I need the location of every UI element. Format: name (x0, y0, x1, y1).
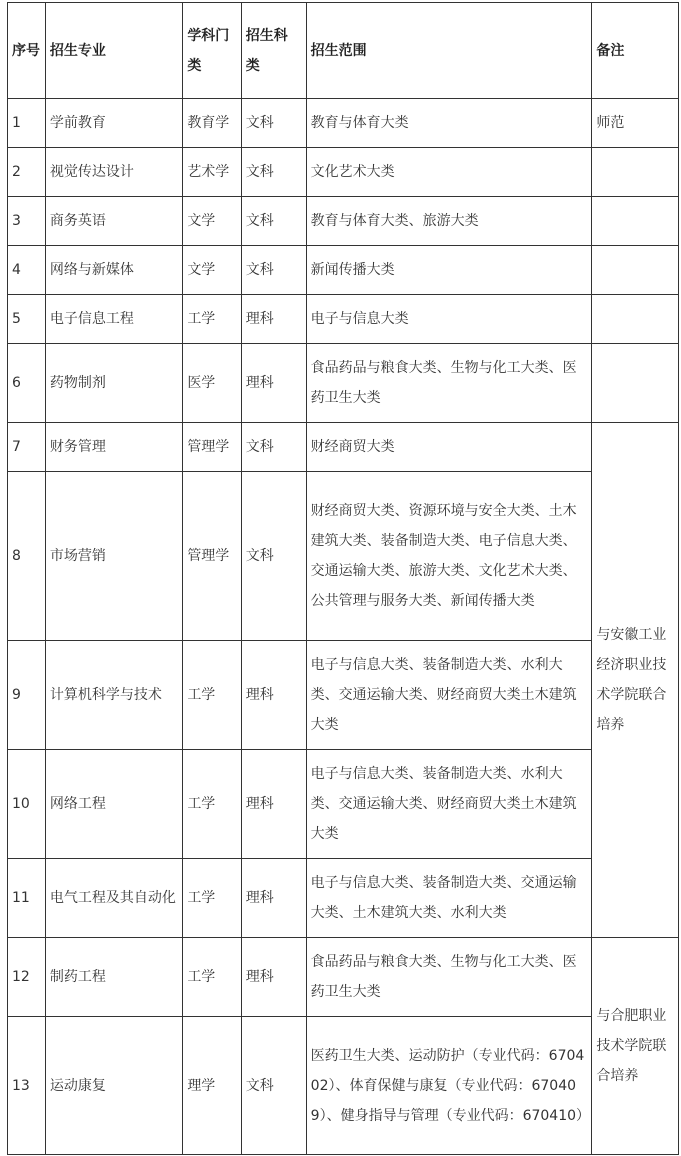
header-row (8, 3, 679, 99)
row-major: 制药工程 (45, 938, 182, 1017)
row-category: 文科 (241, 423, 306, 472)
row-major: 商务英语 (45, 197, 182, 246)
row-major: 视觉传达设计 (45, 148, 182, 197)
row-category: 理科 (241, 938, 306, 1017)
row-category: 文科 (241, 246, 306, 295)
row-major: 市场营销 (45, 472, 182, 641)
row-scope: 电子与信息大类、装备制造大类、交通运输大类、土木建筑大类、水利大类 (306, 859, 592, 938)
row-discipline: 理学 (183, 1017, 241, 1155)
row-no: 8 (8, 472, 46, 641)
row-note: 师范 (592, 99, 679, 148)
row-note-empty (592, 197, 679, 246)
row-no: 11 (8, 859, 46, 938)
row-note-empty (592, 148, 679, 197)
row-major: 网络工程 (45, 750, 182, 859)
row-scope: 文化艺术大类 (306, 148, 592, 197)
table-row (8, 472, 679, 641)
row-scope: 新闻传播大类 (306, 246, 592, 295)
row-major: 网络与新媒体 (45, 246, 182, 295)
admissions-table (7, 2, 679, 1155)
row-category: 理科 (241, 859, 306, 938)
table-row (8, 246, 679, 295)
row-category: 理科 (241, 641, 306, 750)
header-category: 招生科类 (241, 3, 306, 99)
row-discipline: 文学 (183, 197, 241, 246)
row-note-empty (592, 344, 679, 423)
header-no: 序号 (8, 3, 46, 99)
row-discipline: 工学 (183, 641, 241, 750)
row-major: 药物制剂 (45, 344, 182, 423)
table-row (8, 423, 679, 472)
table-row (8, 1017, 679, 1155)
row-scope: 教育与体育大类 (306, 99, 592, 148)
row-note-empty (592, 295, 679, 344)
row-major: 学前教育 (45, 99, 182, 148)
row-no: 4 (8, 246, 46, 295)
row-scope: 食品药品与粮食大类、生物与化工大类、医药卫生大类 (306, 938, 592, 1017)
row-major: 电气工程及其自动化 (45, 859, 182, 938)
row-no: 9 (8, 641, 46, 750)
row-no: 5 (8, 295, 46, 344)
row-discipline: 艺术学 (183, 148, 241, 197)
table-row (8, 641, 679, 750)
row-no: 3 (8, 197, 46, 246)
row-note-merged: 与安徽工业经济职业技术学院联合培养 (592, 423, 679, 938)
row-category: 理科 (241, 750, 306, 859)
row-no: 10 (8, 750, 46, 859)
row-no: 1 (8, 99, 46, 148)
row-scope: 食品药品与粮食大类、生物与化工大类、医药卫生大类 (306, 344, 592, 423)
row-scope: 医药卫生大类、运动防护（专业代码：670402）、体育保健与康复（专业代码：670409）、健身指导与管理（专业代码：670410） (306, 1017, 592, 1155)
row-major: 电子信息工程 (45, 295, 182, 344)
table-row (8, 197, 679, 246)
row-note-empty (592, 246, 679, 295)
header-discipline: 学科门类 (183, 3, 241, 99)
table-row (8, 148, 679, 197)
row-category: 文科 (241, 1017, 306, 1155)
row-scope: 电子与信息大类、装备制造大类、水利大类、交通运输大类、财经商贸大类土木建筑大类 (306, 641, 592, 750)
row-discipline: 工学 (183, 750, 241, 859)
row-scope: 财经商贸大类、资源环境与安全大类、土木建筑大类、装备制造大类、电子信息大类、交通运输大类、旅游大类、文化艺术大类、公共管理与服务大类、新闻传播大类 (306, 472, 592, 641)
row-note-merged: 与合肥职业技术学院联合培养 (592, 938, 679, 1155)
row-discipline: 工学 (183, 938, 241, 1017)
table-row (8, 344, 679, 423)
row-discipline: 医学 (183, 344, 241, 423)
row-scope: 电子与信息大类、装备制造大类、水利大类、交通运输大类、财经商贸大类土木建筑大类 (306, 750, 592, 859)
row-category: 文科 (241, 148, 306, 197)
row-scope: 财经商贸大类 (306, 423, 592, 472)
header-scope: 招生范围 (306, 3, 592, 99)
table-row (8, 99, 679, 148)
row-no: 2 (8, 148, 46, 197)
row-discipline: 工学 (183, 295, 241, 344)
row-discipline: 管理学 (183, 423, 241, 472)
row-discipline: 工学 (183, 859, 241, 938)
row-no: 7 (8, 423, 46, 472)
row-no: 12 (8, 938, 46, 1017)
header-major: 招生专业 (45, 3, 182, 99)
row-category: 文科 (241, 99, 306, 148)
row-discipline: 教育学 (183, 99, 241, 148)
row-category: 理科 (241, 295, 306, 344)
row-category: 文科 (241, 472, 306, 641)
header-notes: 备注 (592, 3, 679, 99)
table-row (8, 938, 679, 1017)
row-discipline: 文学 (183, 246, 241, 295)
table-row (8, 295, 679, 344)
row-no: 13 (8, 1017, 46, 1155)
row-major: 运动康复 (45, 1017, 182, 1155)
table-row (8, 750, 679, 859)
table-row (8, 859, 679, 938)
row-category: 理科 (241, 344, 306, 423)
row-major: 财务管理 (45, 423, 182, 472)
row-category: 文科 (241, 197, 306, 246)
row-scope: 教育与体育大类、旅游大类 (306, 197, 592, 246)
row-major: 计算机科学与技术 (45, 641, 182, 750)
row-no: 6 (8, 344, 46, 423)
row-discipline: 管理学 (183, 472, 241, 641)
row-scope: 电子与信息大类 (306, 295, 592, 344)
